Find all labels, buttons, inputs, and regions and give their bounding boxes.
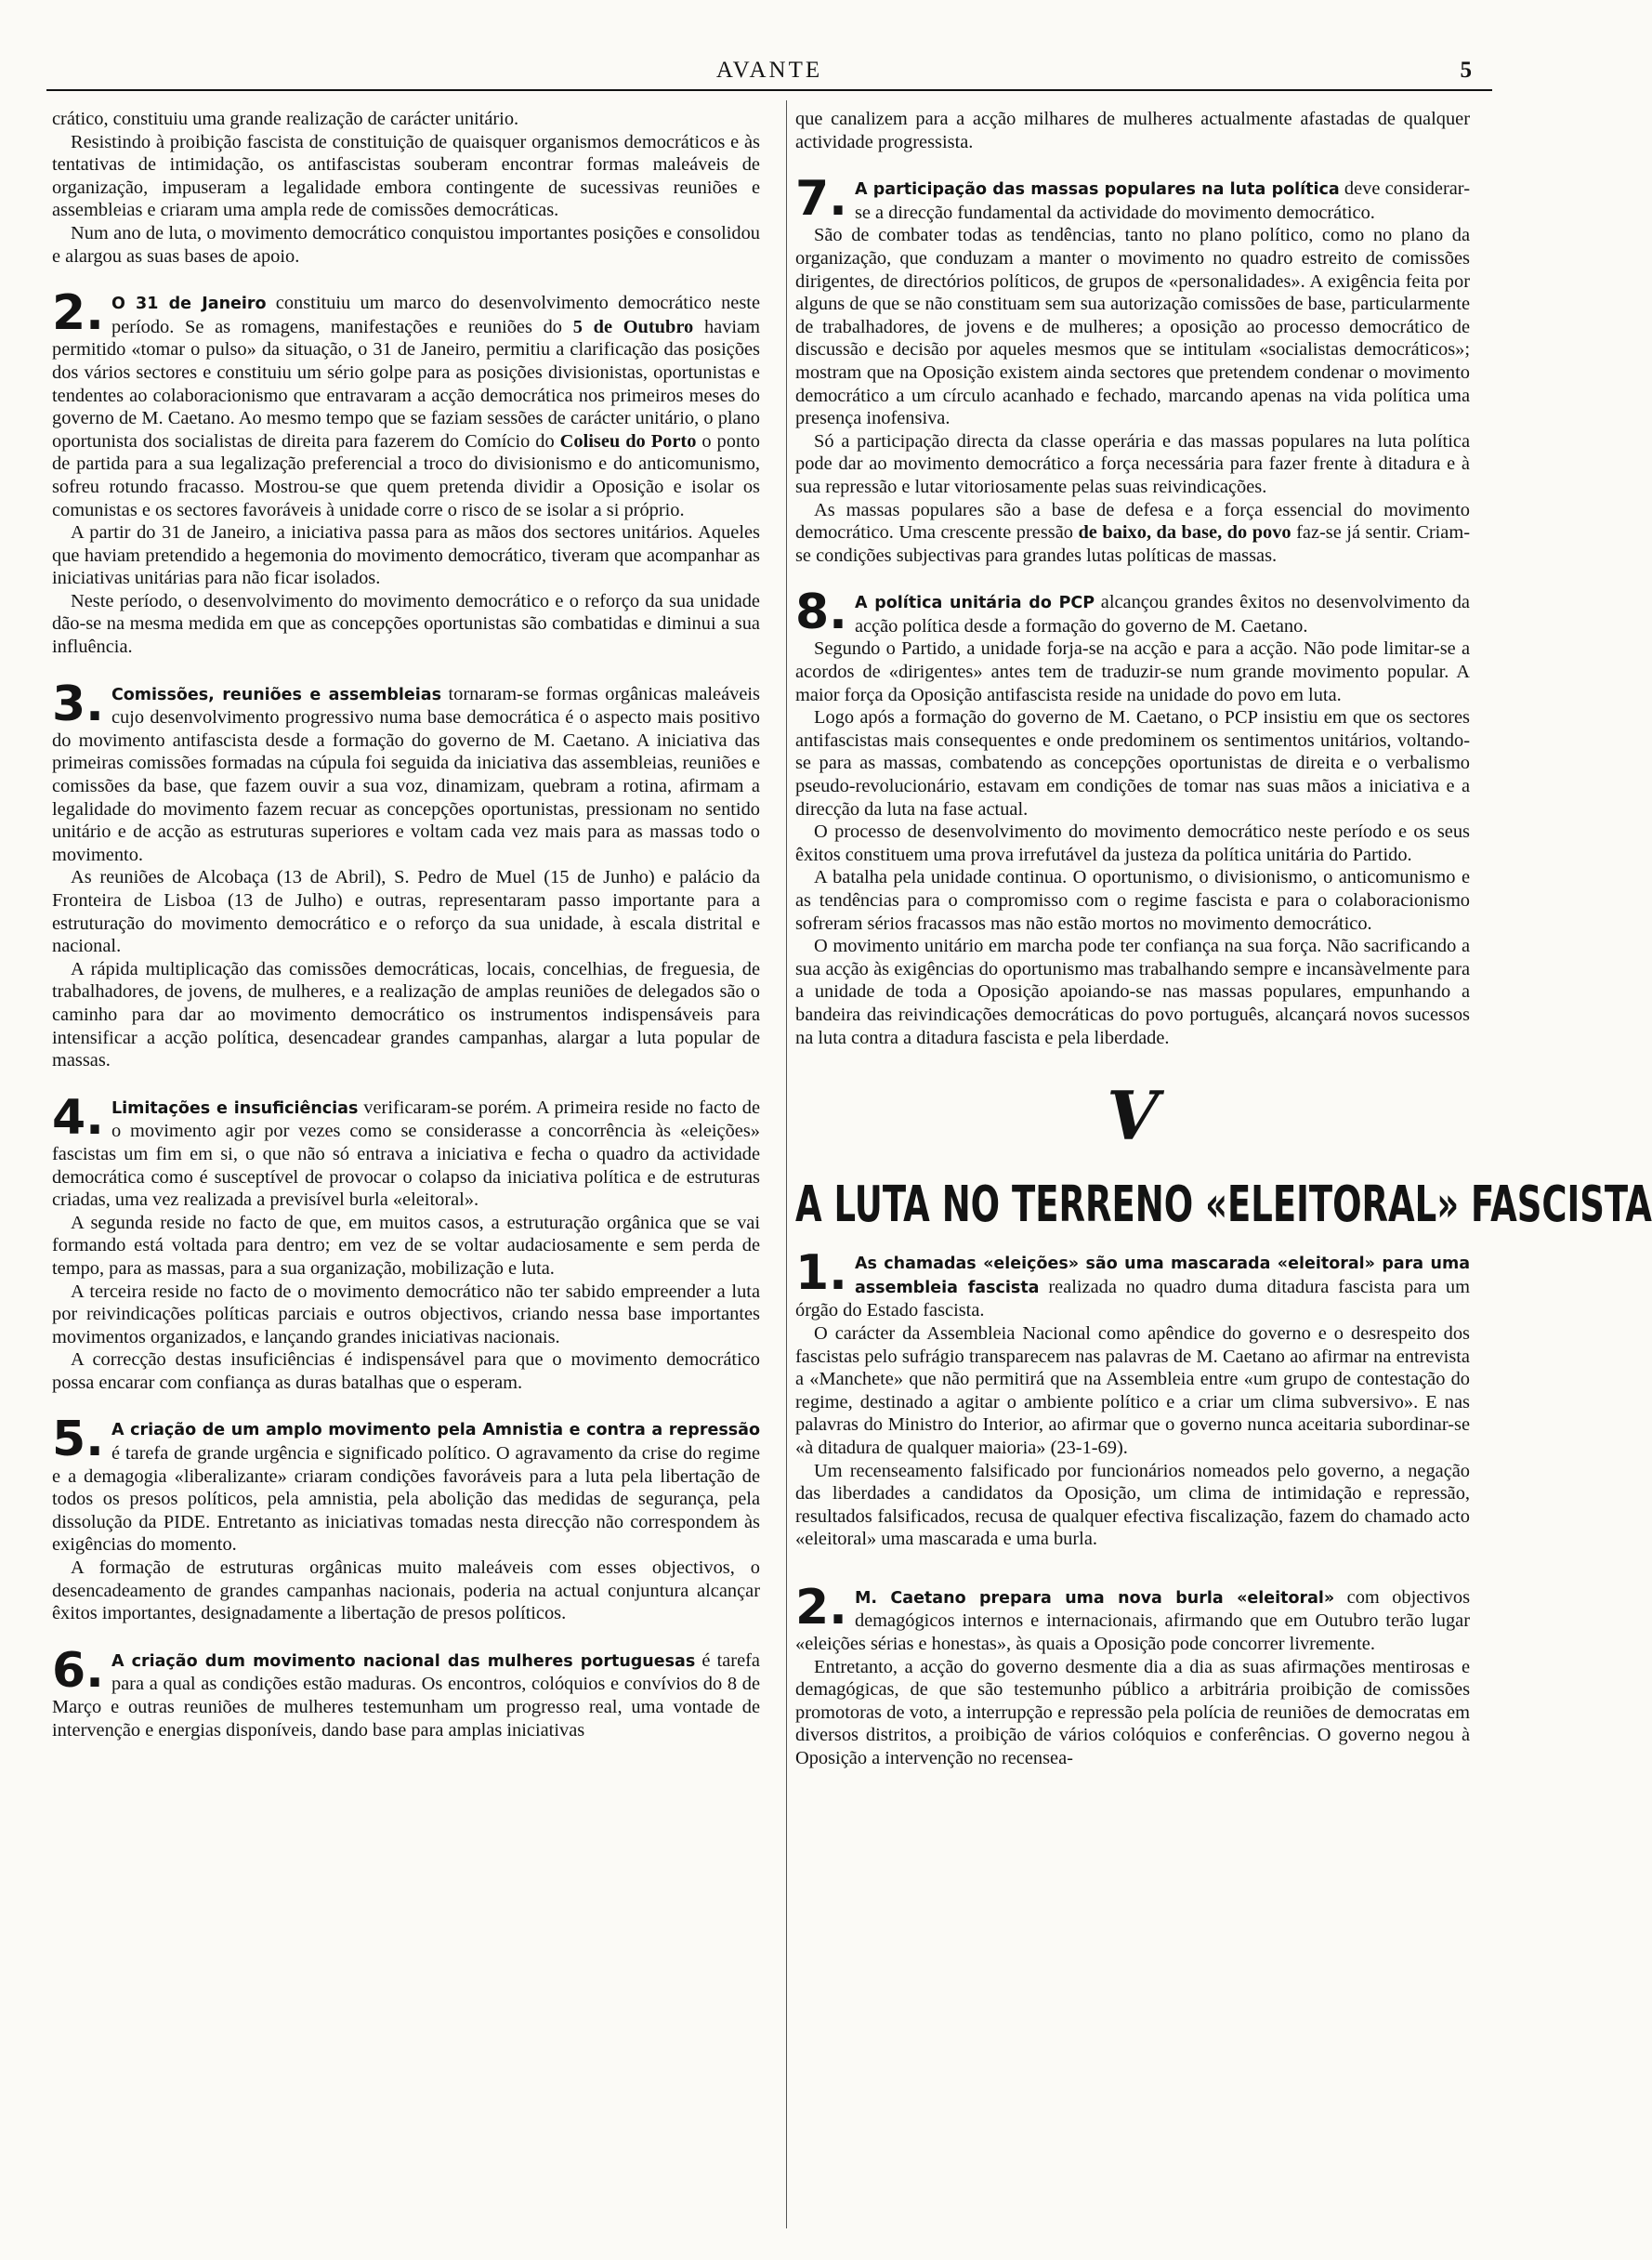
paragraph: Só a participação directa da classe operária e das massas populares na luta política pode dar ao movimento democrático a força necessária para fazer frente à ditadura e à sua repressão e lutar vitoriosamente pelas suas reivindicações. bbox=[795, 430, 1470, 497]
section-lead bbox=[795, 1579, 1471, 1656]
section-lead bbox=[795, 1245, 1470, 1322]
section-lead bbox=[52, 676, 760, 867]
text-run: verificaram-se porém. A primeira reside no facto de o movimento agir por vezes como se considerasse a concorrência às «eleições» fascistas um fim em si, o que não só entrava a iniciativa e fecha o quadro da actividade democrática como é susceptível de provocar o colapso da iniciativa política e de estruturas criadas, uma vez realizada a previsível burla «eleitoral». bbox=[52, 1097, 760, 1211]
paragraph: A partir do 31 de Janeiro, a iniciativa passa para as mãos dos sectores unitários. Aqueles que haviam pretendido a hegemonia do movimento democrático, tiveram que acompanhar as iniciativas unitárias para não ficar isolados. bbox=[52, 522, 760, 589]
paragraph: O processo de desenvolvimento do movimento democrático neste período e os seus êxitos constituem uma prova irrefutável da justeza da política unitária do Partido. bbox=[795, 821, 1470, 865]
section-6 bbox=[52, 1642, 760, 1741]
section-number: 2. bbox=[795, 1579, 847, 1636]
text-run: As massas populares são a base de defesa e a força essencial do movimento democrático. Uma crescente pressão bbox=[795, 499, 1470, 544]
paragraph: que canalizem para a acção milhares de mulheres actualmente afastadas de qualquer actividade progressista. bbox=[795, 109, 1470, 152]
text-run: tornaram-se formas orgânicas maleáveis cujo desenvolvimento progressivo numa base democrática é o aspecto mais positivo do movimento antifascista desde a formação do governo de M. Caetano. A iniciativa das primeiras comissões formadas na cúpula foi seguida da iniciativa das assembleias, reuniões e comissões da base, que fazem ouvir a sua voz, dinamizam, quebram a rotina, afirmam a legalidade do movimento fazem recuar as concepções oportunistas, pressionam no sentido unitário e de acção as estruturas superiores e voltam cada vez mais para as massas todo o movimento. bbox=[52, 683, 760, 865]
section-lead bbox=[52, 1412, 760, 1557]
header-rule bbox=[46, 89, 1492, 91]
section-number: 5. bbox=[52, 1412, 104, 1468]
paragraph: Resistindo à proibição fascista de constituição de quaisquer organismos democráticos e às tentativas de intimidação, os antifascistas souberam encontrar formas maleáveis de organização, impuseram a legalidade embora contingente de sucessivas reuniões e assembleias e criaram uma ampla rede de comissões democráticas. bbox=[52, 131, 760, 221]
paragraph: Neste período, o desenvolvimento do movimento democrático e o reforço da sua unidade dão-se na mesma medida em que as concepções oportunistas são combatidas e diminui a sua influência. bbox=[52, 590, 760, 658]
paragraph: A correcção destas insuficiências é indispensável para que o movimento democrático possa encarar com confiança as duras batalhas que o esperam. bbox=[52, 1349, 760, 1393]
text-run: alcançou grandes êxitos no desenvolvimento da acção política desde a formação do governo de M. Caetano. bbox=[854, 592, 1470, 637]
paragraph: A formação de estruturas orgânicas muito maleáveis com esses objectivos, o desencadeamento de grandes campanhas nacionais, poderia na actual conjuntura alcançar êxitos importantes, designadamente a libertação de presos políticos. bbox=[52, 1557, 760, 1624]
section-heading: As chamadas «eleições» são uma mascarada «eleitoral» para uma assembleia fascista bbox=[854, 1255, 1470, 1297]
paragraph: A rápida multiplicação das comissões democráticas, locais, concelhias, de freguesia, de trabalhadores, de jovens, de mulheres, e a realização de amplas reuniões de delegados são o caminho para dar ao movimento democrático os instrumentos indispensáveis para intensificar a acção política, desencadear grandes campanhas, alargar a luta popular de massas. bbox=[52, 958, 760, 1071]
section-lead bbox=[52, 1089, 760, 1212]
paragraph: São de combater todas as tendências, tanto no plano político, como no plano da organização, que conduzam a manter o movimento no quadro estreito de comissões dirigentes, de directórios políticos, de grupos de «personalidades». A exigência feita por alguns de que se não constituam sem sua autorização comissões de base, particularmente de trabalhadores, de jovens e de mulheres; a oposição ao processo democrático de discussão e decisão por aqueles mesmos que se intitulam «socialistas democráticos»; mostram que na Oposição existem ainda sectores que pretendem condenar o movimento democrático a um círculo acanhado e fechado, marcando apenas na vida política uma presença inofensiva. bbox=[795, 225, 1470, 429]
text-run: com objectivos demagógicos internos e internacionais, afirmando que em Outubro terão lugar «eleições sérias e honestas», às quais a Oposição pode concorrer livremente. bbox=[795, 1586, 1471, 1655]
section-heading: Limitações e insuficiências bbox=[111, 1098, 359, 1118]
section-number: 8. bbox=[795, 585, 847, 641]
section-2 bbox=[52, 285, 761, 659]
section-lead bbox=[795, 171, 1470, 228]
chapter-numeral: V bbox=[1107, 1076, 1159, 1156]
section-heading: A política unitária do PCP bbox=[854, 594, 1095, 613]
section-heading: A participação das massas populares na luta política bbox=[854, 180, 1340, 200]
paragraph: Logo após a formação do governo de M. Caetano, o PCP insistiu em que os sectores antifascistas mais consequentes e onde predominem os sentimentos unitários, voltando-se para as massas, combatendo as concepções oportunistas de direita e o verbalismo pseudo-revolucionário, estavam em condições de tomar nas suas mãos a iniciativa e a direcção da luta na fase actual. bbox=[795, 707, 1470, 820]
section-v-2 bbox=[795, 1579, 1471, 1770]
paragraph: As reuniões de Alcobaça (13 de Abril), S. Pedro de Muel (15 de Junho) e palácio da Fronteira de Lisboa (13 de Julho) e outras, representaram passo importante para a estruturação do movimento democrático e o reforço da sua unidade, à escala distrital e nacional. bbox=[52, 867, 760, 957]
paragraph: Um recenseamento falsificado por funcionários nomeados pelo governo, a negação das liberdades a candidatos da Oposição, um clima de intimidação e repressão, resultados falsificados, recusa de qualquer efectiva fiscalização, fazem do chamado acto «eleitoral» uma mascarada e uma burla. bbox=[795, 1460, 1470, 1550]
text-run: constituiu um marco do desenvolvimento democrático neste período. Se as romagens, manifestações e reuniões do bbox=[111, 293, 761, 337]
paragraph: O movimento unitário em marcha pode ter confiança na sua força. Não sacrificando a sua acção às exigências do oportunismo mas trabalhando sempre e incansàvelmente para a unidade de toda a Oposição apoiando-se nas massas populares, empunhando a bandeira das reivindicações democráticas do povo português, alcançará novos sucessos na luta contra a ditadura fascista e pela liberdade. bbox=[795, 936, 1470, 1048]
section-heading: O 31 de Janeiro bbox=[111, 295, 267, 314]
text-run: é tarefa de grande urgência e significado político. O agravamento da crise do regime e a demagogia «liberalizante» criaram condições favoráveis para a luta pela libertação de todos os presos políticos, pela amnistia, pela abolição das medidas de segurança, pela dissolução da PIDE. Entretanto as iniciativas tomadas nesta direcção não correspondem às exigências do momento. bbox=[52, 1443, 760, 1556]
text-run: o ponto de partida para a sua legalização preferencial a troco do divisionismo e do anticomunismo, sofreu rotundo fracasso. Mostrou-se que quem pretenda dividir a Oposição e isolar os comunistas e os sectores favoráveis à unidade corre o risco de se isolar a si próprio. bbox=[52, 430, 761, 520]
chapter-title: A LUTA NO TERRENO «ELEITORAL» FASCISTA bbox=[795, 1175, 1652, 1233]
right-column bbox=[795, 108, 1652, 1770]
left-column bbox=[52, 108, 760, 1741]
section-4 bbox=[52, 1089, 760, 1395]
paragraph: Segundo o Partido, a unidade forja-se na acção e para a acção. Não pode limitar-se a acordos de «dirigentes» antes tem de traduzir-se num grande movimento popular. A maior força da Oposição antifascista reside na unidade do povo em luta. bbox=[795, 638, 1470, 705]
section-lead bbox=[52, 1642, 760, 1741]
section-number: 3. bbox=[52, 676, 104, 732]
text-run: faz-se já sentir. Criam-se condições subjectivas para grandes lutas políticas de massas. bbox=[795, 522, 1471, 566]
paragraph: A terceira reside no facto de o movimento democrático não ter sabido empreender a luta por reivindicações políticas parciais e outros objectivos, criando nessa base importantes movimentos organizados, e lançando grandes iniciativas nacionais. bbox=[52, 1281, 760, 1347]
section-v-1 bbox=[795, 1245, 1470, 1551]
paragraph: A segunda reside no facto de que, em muitos casos, a estruturação orgânica que se vai formando está voltada para dentro; em vez de se voltar audaciosamente e sem perda de tempo, para as massas, para a sua organização, mobilização e luta. bbox=[52, 1212, 760, 1279]
section-lead bbox=[795, 585, 1470, 641]
paragraph: A batalha pela unidade continua. O oportunismo, o divisionismo, o anticomunismo e as tendências para o compromisso com o regime fascista e para o colaboracionismo sofreram sérios fracassos mas não estão mortos no movimento democrático. bbox=[795, 867, 1470, 934]
text-run: deve considerar-se a direcção fundamental da actividade do movimento democrático. bbox=[854, 178, 1470, 223]
page-header bbox=[46, 58, 1492, 91]
section-number: 6. bbox=[52, 1642, 104, 1699]
section-3 bbox=[52, 676, 760, 1072]
paragraph: crático, constituiu uma grande realização de carácter unitário. bbox=[52, 109, 519, 129]
section-number: 2. bbox=[52, 285, 104, 342]
paragraph: Entretanto, a acção do governo desmente dia a dia as suas afirmações mentirosas e demagógicas, de que são testemunho público a arbitrária proibição de comissões promotoras de voto, a interrupção e repressão pela polícia de reuniões de democratas em diversos distritos, a proibição de vários colóquios e conferências. O governo negou à Oposição a intervenção no recensea- bbox=[795, 1656, 1470, 1769]
text-run: realizada no quadro duma ditadura fascista para um órgão do Estado fascista. bbox=[795, 1276, 1470, 1321]
paragraph: O carácter da Assembleia Nacional como apêndice do governo e o desrespeito dos fascistas pelo sufrágio transparecem nas palavras de M. Caetano ao afirmar na entrevista a «Manchete» que não permitirá que na Assembleia entre «um grupo de contestação do regime, destinado a agitar o ambiente político e a criar um clima subversivo». E nas palavras do Ministro do Interior, ao afirmar que o governo nunca aceitaria subordinar-se «à ditadura de qualquer maioria» (23-1-69). bbox=[795, 1322, 1470, 1458]
section-heading: M. Caetano prepara uma nova burla «eleitoral» bbox=[854, 1588, 1335, 1608]
paragraph bbox=[795, 499, 1470, 568]
newspaper-title: AVANTE bbox=[715, 58, 823, 83]
text-run: é tarefa para a qual as condições estão maduras. Os encontros, colóquios e convívios do 8 de Março e outras reuniões de mulheres testemunham um progresso real, uma vontade de intervenção e energias disponíveis, dando base para amplas iniciativas bbox=[52, 1649, 760, 1741]
section-heading: Comissões, reuniões e assembleias bbox=[111, 685, 442, 704]
section-5 bbox=[52, 1412, 760, 1624]
section-heading: A criação dum movimento nacional das mulheres portuguesas bbox=[111, 1651, 696, 1671]
paragraph: Num ano de luta, o movimento democrático conquistou importantes posições e consolidou e alargou as suas bases de apoio. bbox=[52, 222, 760, 267]
text-run: haviam permitido «tomar o pulso» da situação, o 31 de Janeiro, permitiu a clarificação das posições dos vários sectores e constituiu um sério golpe para as posições divisionistas, oportunistas e tendentes ao colaboracionismo que entravaram a acção democrática nos primeiros meses do governo de M. Caetano. Ao mesmo tempo que se faziam sessões de carácter unitário, o plano oportunista dos socialistas de direita para fazerem do Comício do bbox=[52, 316, 760, 452]
section-8 bbox=[795, 585, 1470, 1049]
page-number: 5 bbox=[1460, 58, 1472, 83]
emphasis: Coliseu do Porto bbox=[559, 430, 697, 452]
emphasis: 5 de Outubro bbox=[572, 316, 694, 337]
section-number: 7. bbox=[795, 171, 847, 228]
section-number: 1. bbox=[795, 1245, 847, 1302]
section-7 bbox=[795, 171, 1471, 567]
section-lead bbox=[52, 285, 761, 521]
column-divider bbox=[786, 100, 787, 2228]
section-heading: A criação de um amplo movimento pela Amnistia e contra a repressão bbox=[111, 1421, 760, 1440]
emphasis: de baixo, da base, do povo bbox=[1078, 522, 1291, 544]
section-number: 4. bbox=[52, 1089, 104, 1146]
